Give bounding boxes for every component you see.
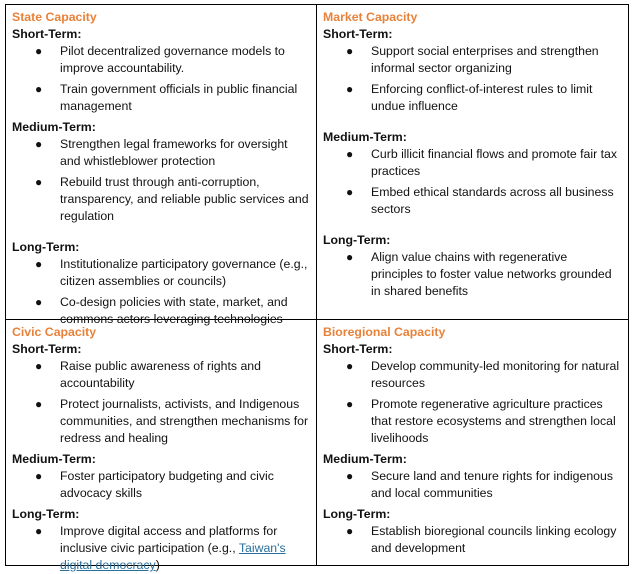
civic-capacity-cell [6, 320, 317, 572]
medium-term-label: Medium-Term: [323, 452, 407, 466]
short-term-list [323, 43, 622, 115]
bullet-icon: ● [346, 359, 354, 373]
short-term-label: Short-Term: [323, 342, 393, 356]
list-item: ● Strengthen legal frameworks for oversight and whistleblower protection [35, 137, 288, 168]
list-item: ● Align value chains with regenerative principles to foster value networks grounded in shared benefits [346, 250, 612, 298]
bullet-icon: ● [346, 82, 354, 96]
list-item: ● Pilot decentralized governance models to improve accountability. [35, 44, 285, 75]
list-item: ● Establish bioregional councils linking ecology and development [346, 524, 617, 555]
short-term-label: Short-Term: [323, 27, 393, 41]
cell-title: Civic Capacity [12, 325, 97, 339]
list-item: ● Enforcing conflict-of-interest rules to limit undue influence [346, 82, 593, 113]
market-capacity-cell [317, 5, 628, 320]
bioregional-capacity-cell [317, 320, 628, 565]
short-term-label: Short-Term: [12, 27, 82, 41]
long-term-label: Long-Term: [12, 507, 80, 521]
state-capacity-cell [6, 5, 317, 326]
list-item: ● Institutionalize participatory governance (e.g., citizen assemblies or councils) [35, 257, 308, 288]
list-item: ● Foster participatory budgeting and civic advocacy skills [35, 469, 274, 500]
medium-term-list [323, 146, 622, 218]
long-term-list [323, 249, 622, 300]
list-item: ● Secure land and tenure rights for indigenous and local communities [346, 469, 613, 500]
list-item: ● Rebuild trust through anti-corruption, transparency, and reliable public services and regulation [35, 175, 309, 223]
list-item: ● Develop community-led monitoring for natural resources [346, 359, 620, 390]
bullet-icon: ● [35, 175, 43, 189]
list-item: ● Protect journalists, activists, and Indigenous communities, and strengthen mechanisms for redress and healing [35, 397, 309, 445]
long-term-label: Long-Term: [323, 233, 391, 247]
medium-term-label: Medium-Term: [323, 130, 407, 144]
taiwan-digital-democracy-link[interactable]: Taiwan's digital democracy [60, 541, 286, 572]
cell-title: Bioregional Capacity [323, 325, 446, 339]
long-term-list [323, 523, 622, 557]
bullet-icon: ● [35, 469, 43, 483]
medium-term-list [12, 468, 310, 502]
medium-term-list [12, 136, 310, 225]
bullet-icon: ● [35, 397, 43, 411]
long-term-label: Long-Term: [323, 507, 391, 521]
bullet-icon: ● [35, 137, 43, 151]
list-item: ● Promote regenerative agriculture practices that restore ecosystems and strengthen local livelihoods [346, 397, 616, 445]
capacity-table [5, 4, 629, 572]
bullet-icon: ● [346, 44, 354, 58]
medium-term-label: Medium-Term: [12, 120, 96, 134]
bullet-icon: ● [35, 359, 43, 373]
bullet-icon: ● [35, 257, 43, 271]
list-item: ● Improve digital access and platforms for inclusive civic participation (e.g., Taiwan's digital democracy) [35, 524, 286, 572]
long-term-list [12, 523, 310, 574]
bullet-icon: ● [35, 295, 43, 309]
bullet-icon: ● [346, 250, 354, 264]
long-term-label: Long-Term: [12, 240, 80, 254]
list-item: ● Embed ethical standards across all business sectors [346, 185, 614, 216]
cell-title: State Capacity [12, 10, 97, 24]
bullet-icon: ● [346, 524, 354, 538]
bullet-icon: ● [346, 397, 354, 411]
list-item: ● Curb illicit financial flows and promote fair tax practices [346, 147, 618, 178]
list-item: ● Raise public awareness of rights and accountability [35, 359, 261, 390]
short-term-list [12, 358, 310, 447]
cell-title: Market Capacity [323, 10, 418, 24]
list-item: ● Support social enterprises and strengthen informal sector organizing [346, 44, 599, 75]
bullet-icon: ● [346, 147, 354, 161]
bullet-icon: ● [35, 82, 43, 96]
bullet-icon: ● [35, 524, 43, 538]
medium-term-label: Medium-Term: [12, 452, 96, 466]
list-item: ● Co-design policies with state, market, and commons actors leveraging technologies [35, 295, 288, 326]
short-term-list [12, 43, 310, 115]
bullet-icon: ● [35, 44, 43, 58]
short-term-label: Short-Term: [12, 342, 82, 356]
short-term-list [323, 358, 622, 447]
bullet-icon: ● [346, 185, 354, 199]
medium-term-list [323, 468, 622, 502]
long-term-list [12, 256, 310, 328]
bullet-icon: ● [346, 469, 354, 483]
list-item: ● Train government officials in public financial management [35, 82, 298, 113]
